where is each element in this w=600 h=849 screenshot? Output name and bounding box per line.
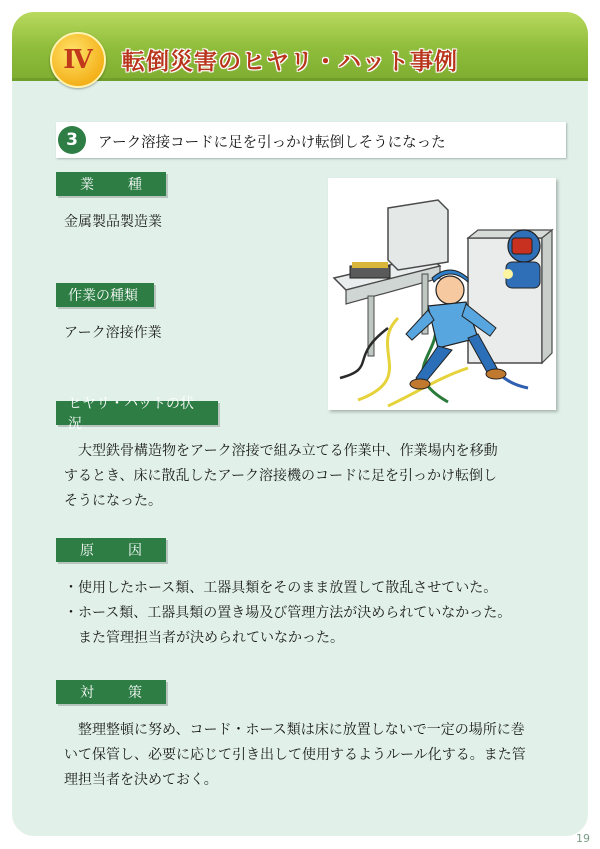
cause-text	[64, 576, 511, 651]
case-number-badge: 3	[58, 126, 86, 154]
cause-line: また管理担当者が決められていなかった。	[64, 630, 344, 646]
page-number: 19	[576, 832, 590, 845]
situation-text	[64, 439, 498, 514]
situation-line: 大型鉄骨構造物をアーク溶接で組み立てる作業中、作業場内を移動	[64, 443, 498, 459]
case-title: アーク溶接コードに足を引っかけ転倒しそうになった	[98, 135, 446, 151]
chapter-title: 転倒災害のヒヤリ・ハット事例	[122, 49, 458, 75]
cause-line: ・使用したホース類、工器具類をそのまま放置して散乱させていた。	[64, 580, 498, 596]
cause-label: 原 因	[56, 538, 166, 562]
work-type-text: アーク溶接作業	[64, 325, 162, 341]
illustration-svg	[328, 178, 556, 410]
situation-line: そうになった。	[64, 493, 162, 509]
page-panel	[12, 12, 588, 836]
industry-label: 業 種	[56, 172, 166, 196]
industry-text: 金属製品製造業	[64, 214, 162, 230]
countermeasure-line: いて保管し、必要に応じて引き出して使用するようルール化する。また管	[64, 747, 526, 763]
chapter-number-badge: Ⅳ	[50, 32, 106, 88]
countermeasure-text	[64, 718, 526, 793]
work-type-label: 作業の種類	[56, 283, 154, 307]
countermeasure-line: 整理整頓に努め、コード・ホース類は床に放置しないで一定の場所に巻	[64, 722, 525, 738]
welding-trip-illustration	[328, 178, 556, 410]
cause-line: ・ホース類、工器具類の置き場及び管理方法が決められていなかった。	[64, 605, 512, 621]
countermeasure-line: 理担当者を決めておく。	[64, 772, 218, 788]
situation-line: するとき、床に散乱したアーク溶接機のコードに足を引っかけ転倒し	[64, 468, 498, 484]
countermeasure-label: 対 策	[56, 680, 166, 704]
situation-label: ヒヤリ・ハットの状況	[56, 401, 218, 425]
